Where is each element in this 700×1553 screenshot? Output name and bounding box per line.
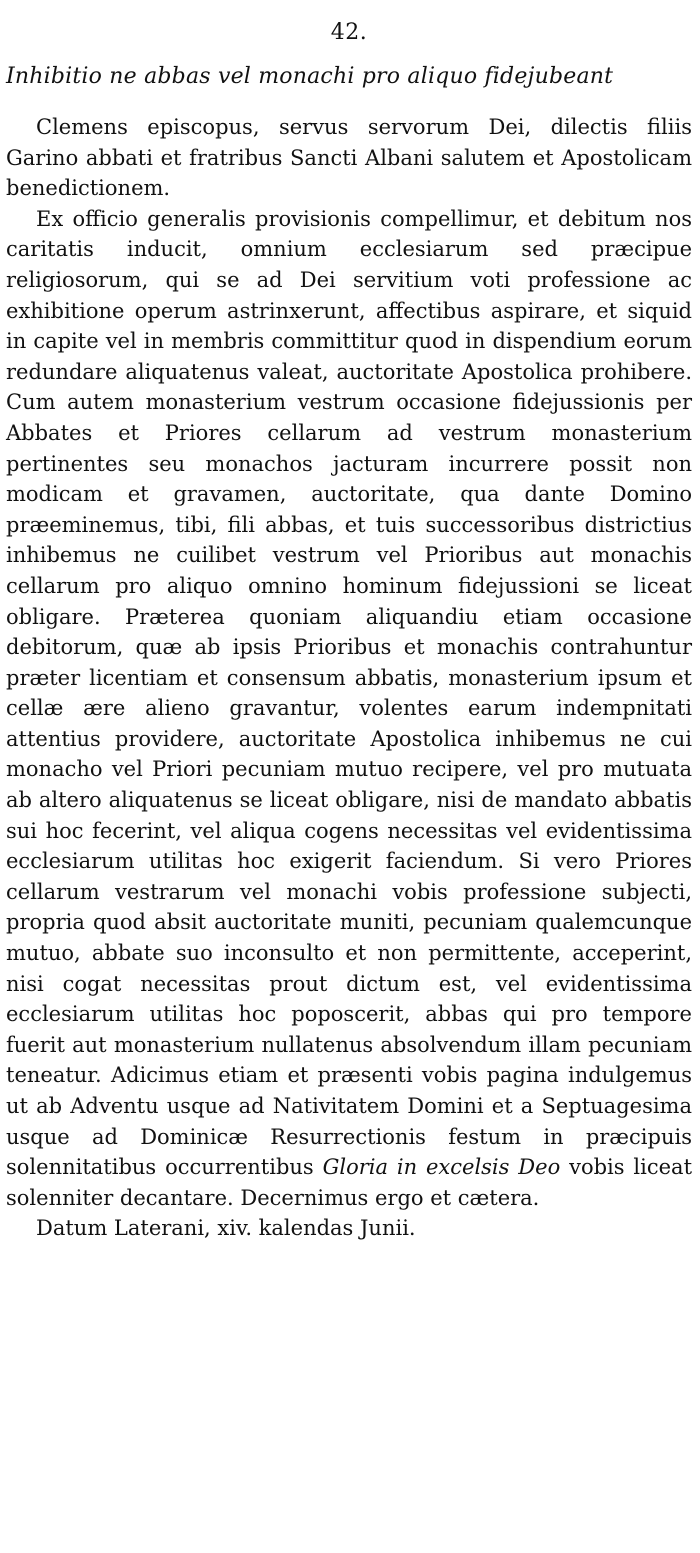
document-page bbox=[6, 0, 692, 1244]
hymn-title: Gloria in excelsis Deo bbox=[322, 1155, 561, 1180]
document-title: Inhibitio ne abbas vel monachi pro aliquo fidejubeant bbox=[6, 64, 614, 89]
main-paragraph-ending: vobis liceat solenniter decantare. Decernimus ergo et cætera. bbox=[6, 1155, 693, 1210]
document-body bbox=[6, 112, 692, 1244]
page-number: 42. bbox=[330, 20, 368, 45]
main-paragraph-text: Ex officio generalis provisionis compellimur, et debitum nos caritatis inducit, omnium ecclesiarum sed præcipue religiosorum, qui se ad Dei servitium voti professione ac exhibitione operum astrinxerunt, affectibus aspirare, et siquid in capite vel in membris committitur quod in dispendium eorum redundare aliquatenus valeat, auctoritate Apostolica prohibere. Cum autem monasterium vestrum occasione fidejussionis per Abbates et Priores cellarum ad vestrum monasterium pertinentes seu monachos jacturam incurrere possit non modicam et gravamen, auctoritate, qua dante Domino præeminemus, tibi, fili abbas, et tuis successoribus districtius inhibemus ne cuilibet vestrum vel Prioribus aut monachis cellarum pro aliquo omnino hominum fidejussioni se liceat obligare. Præterea quoniam aliquandiu etiam occasione debitorum, quæ ab ipsis Prioribus et monachis contrahuntur præter licentiam et consensum abbatis, monasterium ipsum et cellæ ære alieno gravantur, volentes earum indempnitati attentius providere, auctoritate Apostolica inhibemus ne cui monacho vel Priori pecuniam mutuo recipere, vel pro mutuata ab altero aliquatenus se liceat obligare, nisi de mandato abbatis sui hoc fecerint, vel aliqua cogens necessitas vel evidentissima ecclesiarum utilitas hoc exigerit faciendum. Si vero Priores cellarum vestrarum vel monachi vobis professione subjecti, propria quod absit auctoritate muniti, pecuniam qualemcunque mutuo, abbate suo inconsulto et non permittente, acceperint, nisi cogat necessitas prout dictum est, vel evidentissima ecclesiarum utilitas hoc poposcerit, abbas qui pro tempore fuerit aut monasterium nullatenus absolvendum illam pecuniam teneatur. Adicimus etiam et præsenti vobis pagina indulgemus ut ab Adventu usque ad Nativitatem Domini et a Septuagesima usque ad Dominicæ Resurrectionis festum in præcipuis solennitatibus occurrentibus bbox=[6, 206, 692, 1180]
main-paragraph bbox=[6, 204, 692, 1214]
dating-clause: Datum Laterani, xiv. kalendas Junii. bbox=[36, 1216, 416, 1241]
salutation-paragraph: Clemens episcopus, servus servorum Dei, dilectis filiis Garino abbati et fratribus Sancti Albani salutem et Apostolicam benedictionem. bbox=[6, 115, 692, 201]
